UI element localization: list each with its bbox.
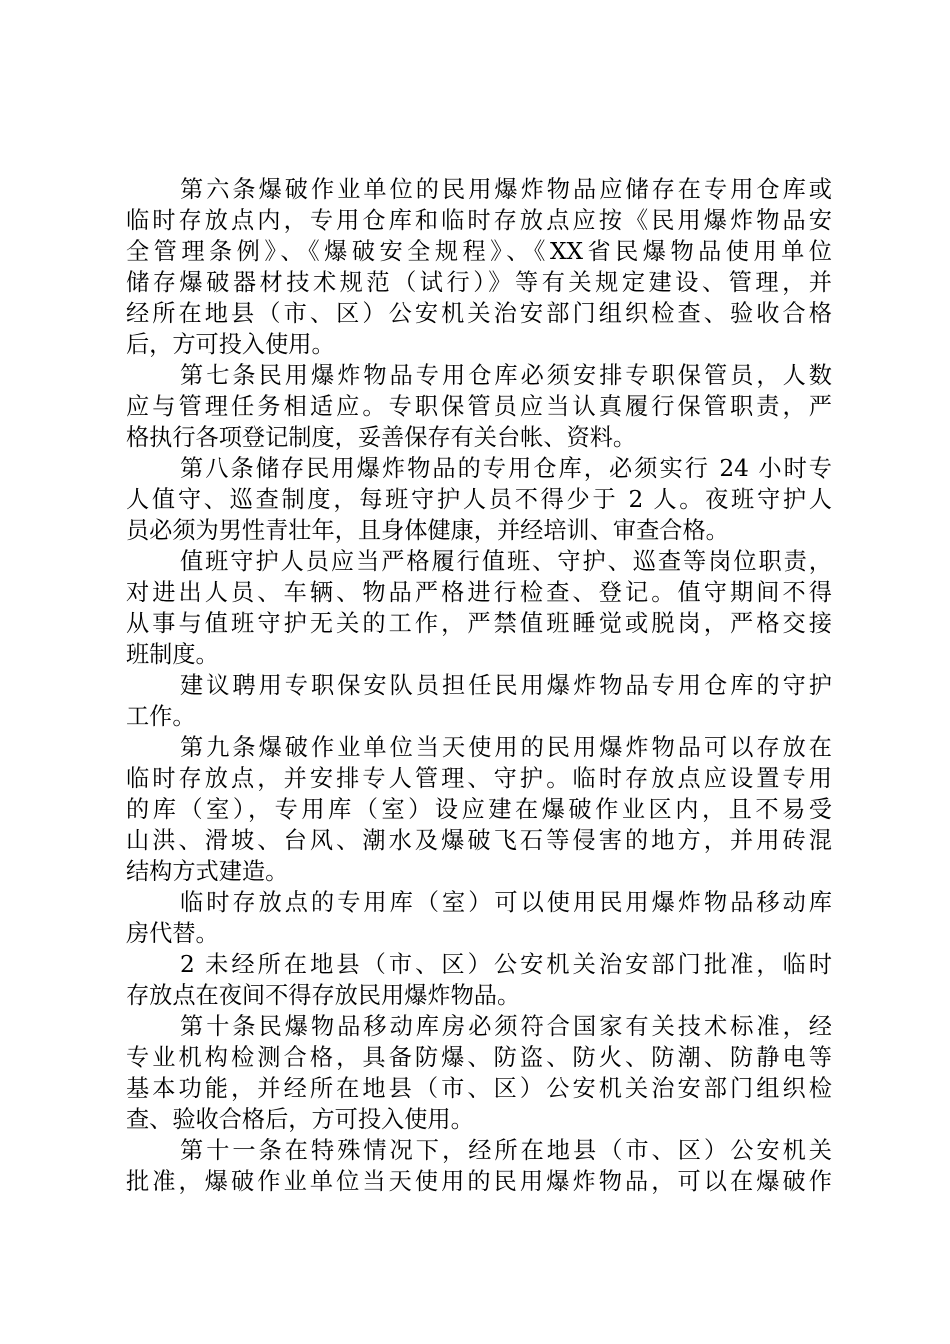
text-line: 值班守护人员应当严格履行值班、守护、巡查等岗位职责， (180, 548, 832, 575)
text-line: 第六条爆破作业单位的民用爆炸物品应储存在专用仓库或 (180, 176, 832, 203)
text-line: 结构方式建造。 (126, 858, 289, 885)
text-line: 从事与值班守护无关的工作，严禁值班睡觉或脱岗，严格交接 (126, 610, 832, 637)
text-line: 人值守、巡查制度，每班守护人员不得少于 2 人。夜班守护人 (126, 486, 832, 513)
text-line: 临时存放点内，专用仓库和临时存放点应按《民用爆炸物品安 (126, 207, 832, 234)
text-line: 临时存放点的专用库（室）可以使用民用爆炸物品移动库 (180, 889, 832, 916)
text-line: 2 未经所在地县（市、区）公安机关治安部门批准，临时 (180, 951, 832, 978)
text-line: 第七条民用爆炸物品专用仓库必须安排专职保管员，人数 (180, 362, 832, 389)
text-line: 第八条储存民用爆炸物品的专用仓库，必须实行 24 小时专 (180, 455, 832, 482)
paragraph-article-6 (126, 174, 832, 360)
text-line: 第十一条在特殊情况下，经所在地县（市、区）公安机关 (180, 1137, 832, 1164)
text-line: 应与管理任务相适应。专职保管员应当认真履行保管职责，严 (126, 393, 832, 420)
paragraph-mobile-storage (126, 887, 832, 949)
text-line: 格执行各项登记制度，妥善保存有关台帐、资料。 (126, 424, 637, 451)
text-line: 查、验收合格后，方可投入使用。 (126, 1106, 474, 1133)
text-line: 第十条民爆物品移动库房必须符合国家有关技术标准，经 (180, 1013, 832, 1040)
text-line: 第九条爆破作业单位当天使用的民用爆炸物品可以存放在 (180, 734, 832, 761)
text-line: 工作。 (126, 703, 196, 730)
text-line: 员必须为男性青壮年，且身体健康，并经培训、审查合格。 (126, 517, 729, 544)
document-body (126, 174, 832, 1197)
text-line: 储存爆破器材技术规范（试行）》等有关规定建设、管理，并 (126, 269, 832, 296)
paragraph-article-9 (126, 732, 832, 887)
paragraph-article-8 (126, 453, 832, 546)
paragraph-security-guards (126, 670, 832, 732)
text-line: 全管理条例》、《爆破安全规程》、《XX省民爆物品使用单位 (126, 238, 832, 265)
text-line: 存放点在夜间不得存放民用爆炸物品。 (126, 982, 521, 1009)
text-line: 建议聘用专职保安队员担任民用爆炸物品专用仓库的守护 (180, 672, 832, 699)
text-line: 临时存放点，并安排专人管理、守护。临时存放点应设置专用 (126, 765, 832, 792)
text-line: 对进出人员、车辆、物品严格进行检查、登记。值守期间不得 (126, 579, 832, 606)
paragraph-article-7 (126, 360, 832, 453)
text-line: 班制度。 (126, 641, 219, 668)
paragraph-article-11 (126, 1135, 832, 1197)
text-line: 的库（室），专用库（室）设应建在爆破作业区内，且不易受 (126, 796, 832, 823)
text-line: 基本功能，并经所在地县（市、区）公安机关治安部门组织检 (126, 1075, 832, 1102)
text-line: 经所在地县（市、区）公安机关治安部门组织检查、验收合格 (126, 300, 832, 327)
paragraph-article-10 (126, 1011, 832, 1135)
paragraph-night-storage (126, 949, 832, 1011)
text-line: 山洪、滑坡、台风、潮水及爆破飞石等侵害的地方，并用砖混 (126, 827, 832, 854)
paragraph-duty-guards (126, 546, 832, 670)
text-line: 房代替。 (126, 920, 219, 947)
text-line: 专业机构检测合格，具备防爆、防盗、防火、防潮、防静电等 (126, 1044, 832, 1071)
text-line: 批准，爆破作业单位当天使用的民用爆炸物品，可以在爆破作 (126, 1168, 832, 1195)
text-line: 后，方可投入使用。 (126, 331, 335, 358)
